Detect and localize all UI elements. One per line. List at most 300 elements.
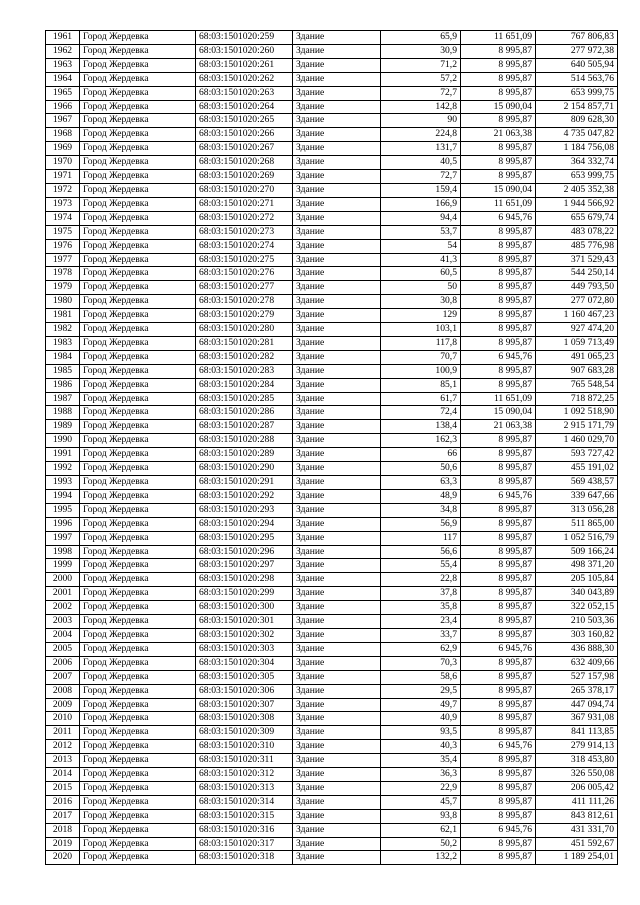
unit-value-cell: 6 945,76 (461, 740, 536, 754)
cadastral-number-cell: 68:03:1501020:284 (196, 378, 293, 392)
area-cell: 30,8 (381, 295, 461, 309)
cadastral-value-cell: 632 409,66 (536, 656, 618, 670)
cadastral-number-cell: 68:03:1501020:305 (196, 670, 293, 684)
cadastral-number-cell: 68:03:1501020:279 (196, 309, 293, 323)
cadastral-value-cell: 1 184 756,08 (536, 142, 618, 156)
table-row (46, 350, 618, 364)
table-row (46, 587, 618, 601)
cadastral-number-cell: 68:03:1501020:273 (196, 225, 293, 239)
table-row (46, 628, 618, 642)
table-row (46, 601, 618, 615)
unit-value-cell: 8 995,87 (461, 712, 536, 726)
object-type-cell: Здание (293, 615, 381, 629)
object-type-cell: Здание (293, 267, 381, 281)
area-cell: 159,4 (381, 183, 461, 197)
row-number: 2006 (46, 656, 80, 670)
locality-cell: Город Жердевка (80, 128, 196, 142)
unit-value-cell: 11 651,09 (461, 31, 536, 45)
area-cell: 72,7 (381, 86, 461, 100)
object-type-cell: Здание (293, 434, 381, 448)
object-type-cell: Здание (293, 628, 381, 642)
table-row (46, 100, 618, 114)
row-number: 1980 (46, 295, 80, 309)
row-number: 1975 (46, 225, 80, 239)
area-cell: 41,3 (381, 253, 461, 267)
unit-value-cell: 8 995,87 (461, 170, 536, 184)
locality-cell: Город Жердевка (80, 740, 196, 754)
unit-value-cell: 8 995,87 (461, 768, 536, 782)
table-row (46, 183, 618, 197)
unit-value-cell: 21 063,38 (461, 128, 536, 142)
locality-cell: Город Жердевка (80, 573, 196, 587)
area-cell: 70,3 (381, 656, 461, 670)
cadastral-number-cell: 68:03:1501020:304 (196, 656, 293, 670)
area-cell: 117 (381, 531, 461, 545)
object-type-cell: Здание (293, 573, 381, 587)
cadastral-value-cell: 277 972,38 (536, 44, 618, 58)
cadastral-value-cell: 1 059 713,49 (536, 336, 618, 350)
object-type-cell: Здание (293, 837, 381, 851)
unit-value-cell: 8 995,87 (461, 670, 536, 684)
cadastral-number-cell: 68:03:1501020:272 (196, 211, 293, 225)
unit-value-cell: 8 995,87 (461, 378, 536, 392)
locality-cell: Город Жердевка (80, 503, 196, 517)
object-type-cell: Здание (293, 225, 381, 239)
unit-value-cell: 8 995,87 (461, 142, 536, 156)
cadastral-number-cell: 68:03:1501020:274 (196, 239, 293, 253)
row-number: 1993 (46, 476, 80, 490)
table-row (46, 406, 618, 420)
cadastral-value-cell: 2 405 352,38 (536, 183, 618, 197)
locality-cell: Город Жердевка (80, 323, 196, 337)
cadastral-number-cell: 68:03:1501020:280 (196, 323, 293, 337)
unit-value-cell: 8 995,87 (461, 809, 536, 823)
object-type-cell: Здание (293, 503, 381, 517)
row-number: 2020 (46, 851, 80, 865)
cadastral-value-cell: 498 371,20 (536, 559, 618, 573)
object-type-cell: Здание (293, 183, 381, 197)
area-cell: 29,5 (381, 684, 461, 698)
cadastral-value-cell: 655 679,74 (536, 211, 618, 225)
cadastral-value-cell: 1 160 467,23 (536, 309, 618, 323)
locality-cell: Город Жердевка (80, 684, 196, 698)
table-row (46, 225, 618, 239)
cadastral-value-cell: 303 160,82 (536, 628, 618, 642)
area-cell: 45,7 (381, 795, 461, 809)
cadastral-number-cell: 68:03:1501020:271 (196, 197, 293, 211)
row-number: 1981 (46, 309, 80, 323)
area-cell: 72,7 (381, 170, 461, 184)
table-row (46, 642, 618, 656)
object-type-cell: Здание (293, 86, 381, 100)
unit-value-cell: 11 651,09 (461, 197, 536, 211)
cadastral-value-cell: 527 157,98 (536, 670, 618, 684)
table-row (46, 420, 618, 434)
cadastral-value-cell: 1 092 518,90 (536, 406, 618, 420)
cadastral-number-cell: 68:03:1501020:317 (196, 837, 293, 851)
cadastral-number-cell: 68:03:1501020:283 (196, 364, 293, 378)
row-number: 1979 (46, 281, 80, 295)
area-cell: 35,8 (381, 601, 461, 615)
cadastral-value-cell: 371 529,43 (536, 253, 618, 267)
object-type-cell: Здание (293, 740, 381, 754)
cadastral-number-cell: 68:03:1501020:298 (196, 573, 293, 587)
table-row (46, 336, 618, 350)
area-cell: 138,4 (381, 420, 461, 434)
locality-cell: Город Жердевка (80, 225, 196, 239)
object-type-cell: Здание (293, 281, 381, 295)
row-number: 2003 (46, 615, 80, 629)
locality-cell: Город Жердевка (80, 795, 196, 809)
object-type-cell: Здание (293, 698, 381, 712)
cadastral-value-cell: 483 078,22 (536, 225, 618, 239)
unit-value-cell: 8 995,87 (461, 72, 536, 86)
cadastral-value-cell: 277 072,80 (536, 295, 618, 309)
table-row (46, 726, 618, 740)
object-type-cell: Здание (293, 587, 381, 601)
table-row (46, 211, 618, 225)
cadastral-value-cell: 367 931,08 (536, 712, 618, 726)
cadastral-number-cell: 68:03:1501020:263 (196, 86, 293, 100)
cadastral-value-cell: 767 806,83 (536, 31, 618, 45)
unit-value-cell: 8 995,87 (461, 573, 536, 587)
object-type-cell: Здание (293, 489, 381, 503)
area-cell: 30,9 (381, 44, 461, 58)
area-cell: 129 (381, 309, 461, 323)
area-cell: 66 (381, 448, 461, 462)
cadastral-value-cell: 640 505,94 (536, 58, 618, 72)
unit-value-cell: 6 945,76 (461, 642, 536, 656)
area-cell: 142,8 (381, 100, 461, 114)
cadastral-number-cell: 68:03:1501020:277 (196, 281, 293, 295)
locality-cell: Город Жердевка (80, 559, 196, 573)
row-number: 1978 (46, 267, 80, 281)
unit-value-cell: 8 995,87 (461, 448, 536, 462)
object-type-cell: Здание (293, 642, 381, 656)
locality-cell: Город Жердевка (80, 295, 196, 309)
locality-cell: Город Жердевка (80, 239, 196, 253)
table-row (46, 114, 618, 128)
cadastral-number-cell: 68:03:1501020:301 (196, 615, 293, 629)
object-type-cell: Здание (293, 684, 381, 698)
table-row (46, 281, 618, 295)
row-number: 2000 (46, 573, 80, 587)
area-cell: 56,6 (381, 545, 461, 559)
row-number: 1961 (46, 31, 80, 45)
cadastral-value-cell: 411 111,26 (536, 795, 618, 809)
locality-cell: Город Жердевка (80, 642, 196, 656)
locality-cell: Город Жердевка (80, 851, 196, 865)
table-row (46, 170, 618, 184)
cadastral-number-cell: 68:03:1501020:288 (196, 434, 293, 448)
cadastral-number-cell: 68:03:1501020:282 (196, 350, 293, 364)
object-type-cell: Здание (293, 823, 381, 837)
table-row (46, 531, 618, 545)
table-row (46, 795, 618, 809)
table-row (46, 448, 618, 462)
area-cell: 34,8 (381, 503, 461, 517)
area-cell: 224,8 (381, 128, 461, 142)
cadastral-value-cell: 1 460 029,70 (536, 434, 618, 448)
cadastral-number-cell: 68:03:1501020:297 (196, 559, 293, 573)
table-row (46, 239, 618, 253)
unit-value-cell: 8 995,87 (461, 295, 536, 309)
locality-cell: Город Жердевка (80, 309, 196, 323)
table-row (46, 559, 618, 573)
table-row (46, 44, 618, 58)
cadastral-value-cell: 455 191,02 (536, 462, 618, 476)
cadastral-value-cell: 569 438,57 (536, 476, 618, 490)
area-cell: 103,1 (381, 323, 461, 337)
row-number: 2014 (46, 768, 80, 782)
unit-value-cell: 8 995,87 (461, 156, 536, 170)
object-type-cell: Здание (293, 809, 381, 823)
locality-cell: Город Жердевка (80, 628, 196, 642)
unit-value-cell: 8 995,87 (461, 86, 536, 100)
area-cell: 132,2 (381, 851, 461, 865)
cadastral-value-cell: 927 474,20 (536, 323, 618, 337)
locality-cell: Город Жердевка (80, 156, 196, 170)
unit-value-cell: 8 995,87 (461, 225, 536, 239)
row-number: 1986 (46, 378, 80, 392)
unit-value-cell: 8 995,87 (461, 781, 536, 795)
cadastral-value-cell: 322 052,15 (536, 601, 618, 615)
object-type-cell: Здание (293, 448, 381, 462)
object-type-cell: Здание (293, 31, 381, 45)
cadastral-number-cell: 68:03:1501020:303 (196, 642, 293, 656)
table-row (46, 670, 618, 684)
unit-value-cell: 8 995,87 (461, 559, 536, 573)
locality-cell: Город Жердевка (80, 476, 196, 490)
cadastral-number-cell: 68:03:1501020:281 (196, 336, 293, 350)
area-cell: 57,2 (381, 72, 461, 86)
unit-value-cell: 15 090,04 (461, 100, 536, 114)
cadastral-number-cell: 68:03:1501020:276 (196, 267, 293, 281)
cadastral-number-cell: 68:03:1501020:312 (196, 768, 293, 782)
cadastral-number-cell: 68:03:1501020:294 (196, 517, 293, 531)
unit-value-cell: 11 651,09 (461, 392, 536, 406)
table-row (46, 253, 618, 267)
unit-value-cell: 6 945,76 (461, 350, 536, 364)
unit-value-cell: 15 090,04 (461, 183, 536, 197)
row-number: 1963 (46, 58, 80, 72)
locality-cell: Город Жердевка (80, 58, 196, 72)
area-cell: 94,4 (381, 211, 461, 225)
locality-cell: Город Жердевка (80, 517, 196, 531)
object-type-cell: Здание (293, 559, 381, 573)
locality-cell: Город Жердевка (80, 823, 196, 837)
object-type-cell: Здание (293, 656, 381, 670)
table-row (46, 503, 618, 517)
locality-cell: Город Жердевка (80, 462, 196, 476)
cadastral-value-cell: 451 592,67 (536, 837, 618, 851)
unit-value-cell: 6 945,76 (461, 823, 536, 837)
object-type-cell: Здание (293, 100, 381, 114)
object-type-cell: Здание (293, 781, 381, 795)
locality-cell: Город Жердевка (80, 31, 196, 45)
table-row (46, 58, 618, 72)
object-type-cell: Здание (293, 406, 381, 420)
table-row (46, 754, 618, 768)
locality-cell: Город Жердевка (80, 434, 196, 448)
locality-cell: Город Жердевка (80, 601, 196, 615)
cadastral-value-cell: 544 250,14 (536, 267, 618, 281)
locality-cell: Город Жердевка (80, 183, 196, 197)
cadastral-value-cell: 318 453,80 (536, 754, 618, 768)
row-number: 1973 (46, 197, 80, 211)
row-number: 1983 (46, 336, 80, 350)
table-row (46, 142, 618, 156)
cadastral-value-table (45, 30, 618, 865)
area-cell: 93,5 (381, 726, 461, 740)
row-number: 1974 (46, 211, 80, 225)
cadastral-number-cell: 68:03:1501020:290 (196, 462, 293, 476)
area-cell: 162,3 (381, 434, 461, 448)
object-type-cell: Здание (293, 128, 381, 142)
table-row (46, 309, 618, 323)
cadastral-value-cell: 653 999,75 (536, 170, 618, 184)
row-number: 2018 (46, 823, 80, 837)
area-cell: 166,9 (381, 197, 461, 211)
cadastral-value-cell: 485 776,98 (536, 239, 618, 253)
cadastral-number-cell: 68:03:1501020:267 (196, 142, 293, 156)
unit-value-cell: 6 945,76 (461, 489, 536, 503)
table-row (46, 86, 618, 100)
row-number: 1991 (46, 448, 80, 462)
unit-value-cell: 8 995,87 (461, 476, 536, 490)
locality-cell: Город Жердевка (80, 712, 196, 726)
locality-cell: Город Жердевка (80, 197, 196, 211)
cadastral-value-cell: 340 043,89 (536, 587, 618, 601)
cadastral-number-cell: 68:03:1501020:275 (196, 253, 293, 267)
object-type-cell: Здание (293, 392, 381, 406)
area-cell: 100,9 (381, 364, 461, 378)
area-cell: 61,7 (381, 392, 461, 406)
unit-value-cell: 21 063,38 (461, 420, 536, 434)
unit-value-cell: 8 995,87 (461, 851, 536, 865)
unit-value-cell: 8 995,87 (461, 364, 536, 378)
unit-value-cell: 8 995,87 (461, 267, 536, 281)
cadastral-value-cell: 205 105,84 (536, 573, 618, 587)
locality-cell: Город Жердевка (80, 100, 196, 114)
locality-cell: Город Жердевка (80, 754, 196, 768)
area-cell: 22,9 (381, 781, 461, 795)
unit-value-cell: 8 995,87 (461, 44, 536, 58)
cadastral-number-cell: 68:03:1501020:299 (196, 587, 293, 601)
row-number: 1969 (46, 142, 80, 156)
locality-cell: Город Жердевка (80, 253, 196, 267)
cadastral-number-cell: 68:03:1501020:316 (196, 823, 293, 837)
row-number: 1990 (46, 434, 80, 448)
cadastral-value-cell: 907 683,28 (536, 364, 618, 378)
row-number: 2008 (46, 684, 80, 698)
row-number: 2012 (46, 740, 80, 754)
row-number: 1995 (46, 503, 80, 517)
object-type-cell: Здание (293, 114, 381, 128)
object-type-cell: Здание (293, 197, 381, 211)
table-row (46, 128, 618, 142)
locality-cell: Город Жердевка (80, 86, 196, 100)
area-cell: 131,7 (381, 142, 461, 156)
table-row (46, 434, 618, 448)
table-row (46, 823, 618, 837)
area-cell: 93,8 (381, 809, 461, 823)
row-number: 1996 (46, 517, 80, 531)
cadastral-value-cell: 447 094,74 (536, 698, 618, 712)
locality-cell: Город Жердевка (80, 170, 196, 184)
locality-cell: Город Жердевка (80, 114, 196, 128)
cadastral-number-cell: 68:03:1501020:295 (196, 531, 293, 545)
locality-cell: Город Жердевка (80, 448, 196, 462)
row-number: 1967 (46, 114, 80, 128)
table-row (46, 31, 618, 45)
row-number: 1966 (46, 100, 80, 114)
cadastral-number-cell: 68:03:1501020:300 (196, 601, 293, 615)
locality-cell: Город Жердевка (80, 211, 196, 225)
table-row (46, 740, 618, 754)
cadastral-number-cell: 68:03:1501020:264 (196, 100, 293, 114)
locality-cell: Город Жердевка (80, 698, 196, 712)
area-cell: 48,9 (381, 489, 461, 503)
locality-cell: Город Жердевка (80, 670, 196, 684)
area-cell: 85,1 (381, 378, 461, 392)
unit-value-cell: 6 945,76 (461, 211, 536, 225)
table-row (46, 462, 618, 476)
cadastral-number-cell: 68:03:1501020:309 (196, 726, 293, 740)
cadastral-value-cell: 514 563,76 (536, 72, 618, 86)
unit-value-cell: 8 995,87 (461, 628, 536, 642)
cadastral-value-cell: 313 056,28 (536, 503, 618, 517)
area-cell: 49,7 (381, 698, 461, 712)
locality-cell: Город Жердевка (80, 837, 196, 851)
row-number: 2013 (46, 754, 80, 768)
unit-value-cell: 8 995,87 (461, 253, 536, 267)
locality-cell: Город Жердевка (80, 142, 196, 156)
area-cell: 35,4 (381, 754, 461, 768)
row-number: 1987 (46, 392, 80, 406)
area-cell: 50,6 (381, 462, 461, 476)
unit-value-cell: 8 995,87 (461, 58, 536, 72)
locality-cell: Город Жердевка (80, 364, 196, 378)
cadastral-number-cell: 68:03:1501020:302 (196, 628, 293, 642)
cadastral-value-cell: 436 888,30 (536, 642, 618, 656)
area-cell: 58,6 (381, 670, 461, 684)
area-cell: 36,3 (381, 768, 461, 782)
cadastral-value-cell: 4 735 047,82 (536, 128, 618, 142)
area-cell: 40,9 (381, 712, 461, 726)
unit-value-cell: 8 995,87 (461, 462, 536, 476)
row-number: 1972 (46, 183, 80, 197)
locality-cell: Город Жердевка (80, 406, 196, 420)
object-type-cell: Здание (293, 517, 381, 531)
area-cell: 60,5 (381, 267, 461, 281)
cadastral-value-cell: 206 005,42 (536, 781, 618, 795)
table-row (46, 837, 618, 851)
row-number: 2004 (46, 628, 80, 642)
table-row (46, 712, 618, 726)
area-cell: 63,3 (381, 476, 461, 490)
locality-cell: Город Жердевка (80, 656, 196, 670)
unit-value-cell: 15 090,04 (461, 406, 536, 420)
cadastral-number-cell: 68:03:1501020:308 (196, 712, 293, 726)
object-type-cell: Здание (293, 295, 381, 309)
table-row (46, 156, 618, 170)
locality-cell: Город Жердевка (80, 281, 196, 295)
area-cell: 33,7 (381, 628, 461, 642)
locality-cell: Город Жердевка (80, 615, 196, 629)
object-type-cell: Здание (293, 420, 381, 434)
unit-value-cell: 8 995,87 (461, 239, 536, 253)
